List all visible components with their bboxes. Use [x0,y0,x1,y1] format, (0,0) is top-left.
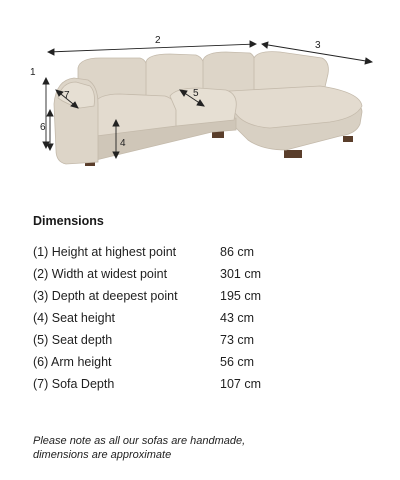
dimension-callout-7: 7 [64,90,70,101]
dimension-label: (3) Depth at deepest point [33,289,178,303]
note-line: dimensions are approximate [33,449,172,461]
dimension-callout-2: 2 [155,35,161,46]
dimension-value: 43 cm [220,311,255,325]
dimension-row [33,354,363,376]
dimension-value: 195 cm [220,289,261,303]
dimension-label: (2) Width at widest point [33,267,168,281]
dimension-row [33,310,363,332]
dimension-callout-5: 5 [193,88,199,99]
note-line: Please note as all our sofas are handmade, [33,435,246,447]
dimension-callout-6: 6 [40,122,46,133]
dimension-label: (7) Sofa Depth [33,377,115,391]
dimension-callout-3: 3 [315,40,321,51]
sofa-leg [343,136,353,142]
dimension-value: 56 cm [220,355,255,369]
dimension-label: (6) Arm height [33,355,112,369]
dimension-value: 86 cm [220,245,255,259]
seat-cushion [170,88,236,126]
dimension-value: 301 cm [220,267,261,281]
dimension-callout-4: 4 [120,138,126,149]
sofa-illustration [0,0,400,200]
dimension-label: (1) Height at highest point [33,245,177,259]
sofa-dimension-diagram [0,0,400,200]
dimension-label: (4) Seat height [33,311,115,325]
dimension-row [33,376,363,398]
dimensions-heading: Dimensions [33,214,104,228]
dimension-row [33,332,363,354]
dimension-value: 107 cm [220,377,261,391]
sofa-leg [284,150,302,158]
dimension-value: 73 cm [220,333,255,347]
dimension-row [33,266,363,288]
dimension-row [33,244,363,266]
dimension-label: (5) Seat depth [33,333,113,347]
dimensions-list [33,244,363,398]
dimension-row [33,288,363,310]
dimension-callout-1: 1 [30,67,36,78]
handmade-note [33,434,373,462]
